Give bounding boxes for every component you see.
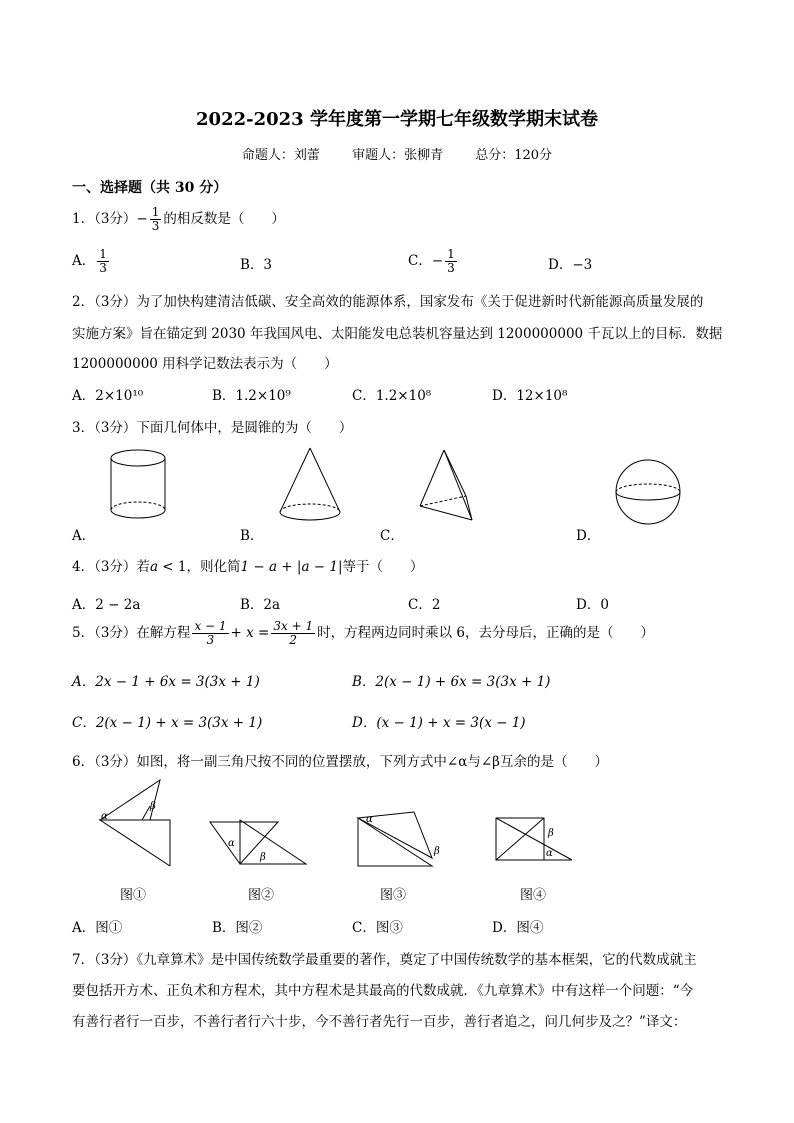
total-score-label: 总分：120分	[475, 148, 553, 163]
q4-option-a[interactable]: A．2 − 2a	[72, 597, 141, 613]
cylinder-figure	[100, 448, 180, 528]
q4-variable: a	[149, 559, 158, 575]
pyramid-figure	[412, 448, 492, 528]
q1-fraction	[150, 206, 162, 233]
cone-figure	[270, 446, 350, 526]
figure-4-triangles	[492, 812, 576, 868]
q1-option-d[interactable]: D．−3	[548, 257, 593, 273]
question-4	[72, 555, 424, 575]
beta-label: β	[260, 852, 266, 863]
q4-condition: < 1，则化简	[158, 559, 241, 575]
alpha-label: α	[228, 838, 235, 849]
q1-sign: −	[136, 211, 148, 227]
q5-option-b[interactable]: B．2(x − 1) + 6x = 3(3x + 1)	[352, 674, 551, 690]
reviewer-label: 审题人：张柳青	[352, 148, 444, 163]
question-5	[72, 620, 654, 647]
q6-option-b[interactable]: B．图②	[212, 920, 263, 936]
figure-2-caption: 图②	[248, 888, 275, 903]
q1-option-b[interactable]: B．3	[240, 257, 273, 273]
q5-frac2-den: 2	[289, 633, 298, 647]
q2-option-b[interactable]: B．1.2×10⁹	[212, 388, 291, 404]
q3-option-c[interactable]: C．	[380, 528, 404, 544]
q3-text: 3．（3分）下面几何体中，是圆锥的为（ ）	[72, 420, 353, 436]
q1-frac-den: 3	[151, 219, 160, 233]
q5-fraction-1	[192, 620, 228, 647]
q4-option-b[interactable]: B．2a	[240, 597, 281, 613]
q2-option-d[interactable]: D．12×10⁸	[492, 388, 568, 404]
q5-middle: + x =	[230, 625, 270, 641]
exam-info	[0, 144, 794, 163]
q1-frac-num: 1	[151, 205, 160, 219]
q4-prefix: 4．（3分）若	[72, 559, 150, 575]
figure-3-caption: 图③	[380, 888, 407, 903]
q6-option-a[interactable]: A．图①	[72, 920, 123, 936]
q5-frac1-den: 3	[206, 633, 215, 647]
figure-1-triangles	[96, 776, 196, 866]
q2-line-1: 2．（3分）为了加快构建清洁低碳、安全高效的能源体系，国家发布《关于促进新时代新能源高质量发展的	[72, 294, 704, 310]
q1-a-fraction	[97, 248, 109, 275]
q7-line-2: 要包括开方术、正负术和方程术，其中方程术是其最高的代数成就．《九章算术》中有这样一个问题：“今	[72, 983, 694, 999]
q4-expression: 1 − a + |a − 1|	[240, 559, 343, 575]
alpha-label: α	[546, 848, 553, 859]
q2-option-c[interactable]: C．1.2×10⁸	[352, 388, 432, 404]
question-1	[72, 206, 285, 233]
q2-line-2: 实施方案》旨在锚定到 2030 年我国风电、太阳能发电总装机容量达到 1200000000 千瓦以上的目标．数据	[72, 326, 723, 342]
alpha-label: α	[366, 814, 373, 825]
section-heading: 一、选择题（共 30 分）	[72, 180, 228, 196]
page-title: 2022-2023 学年度第一学期七年级数学期末试卷	[196, 109, 598, 130]
q1-suffix: 的相反数是（ ）	[163, 211, 285, 227]
q5-frac1-num: x − 1	[194, 619, 227, 633]
q1-a-num: 1	[99, 247, 107, 261]
q2-option-a[interactable]: A．2×10¹⁰	[72, 388, 144, 404]
q1-prefix: 1．（3分）	[72, 211, 137, 227]
beta-label: β	[434, 846, 440, 857]
q1-option-c[interactable]	[408, 248, 459, 275]
q5-prefix: 5．（3分）在解方程	[72, 625, 191, 641]
q4-option-d[interactable]: D．0	[576, 597, 609, 613]
q4-option-c[interactable]: C．2	[408, 597, 441, 613]
sphere-figure	[612, 456, 692, 536]
q5-option-c[interactable]: C．2(x − 1) + x = 3(3x + 1)	[72, 715, 263, 731]
q1-c-label: C．−	[408, 253, 444, 269]
figure-4-caption: 图④	[520, 888, 547, 903]
q5-option-a[interactable]: A．2x − 1 + 6x = 3(3x + 1)	[72, 674, 260, 690]
q1-option-a[interactable]	[72, 248, 111, 275]
q6-text: 6．（3分）如图，将一副三角尺按不同的位置摆放，下列方式中∠α与∠β互余的是（ ）	[72, 754, 608, 770]
q3-option-d[interactable]: D．	[576, 528, 601, 544]
q1-c-den: 3	[447, 261, 455, 275]
figure-1-caption: 图①	[120, 888, 147, 903]
q6-option-c[interactable]: C．图③	[352, 920, 403, 936]
q6-option-d[interactable]: D．图④	[492, 920, 544, 936]
q5-suffix: 时，方程两边同时乘以 6，去分母后，正确的是（ ）	[317, 625, 654, 641]
q4-suffix: 等于（ ）	[342, 559, 424, 575]
q5-option-d[interactable]: D．(x − 1) + x = 3(x − 1)	[352, 715, 526, 731]
q1-a-label: A．	[72, 253, 96, 269]
figure-3-triangles	[352, 810, 448, 870]
q3-option-a[interactable]: A．	[72, 528, 96, 544]
beta-label: β	[150, 801, 156, 812]
figure-2-triangles	[206, 816, 316, 866]
alpha-label: α	[101, 811, 108, 822]
q5-fraction-2	[271, 620, 315, 647]
setter-label: 命题人：刘蕾	[241, 148, 320, 163]
q7-line-3: 有善行者行一百步，不善行者行六十步，今不善行者先行一百步，善行者追之，问几何步及之？”译文：	[72, 1014, 687, 1030]
q7-line-1: 7．（3分）《九章算术》是中国传统数学最重要的著作，奠定了中国传统数学的基本框架，它的代数成就主	[72, 952, 697, 968]
q1-c-fraction	[445, 248, 457, 275]
q3-option-b[interactable]: B．	[240, 528, 264, 544]
q1-a-den: 3	[99, 261, 107, 275]
q2-line-3: 1200000000 用科学记数法表示为（ ）	[72, 356, 338, 372]
q5-frac2-num: 3x + 1	[273, 619, 314, 633]
beta-label: β	[548, 828, 554, 839]
q1-c-num: 1	[447, 247, 455, 261]
